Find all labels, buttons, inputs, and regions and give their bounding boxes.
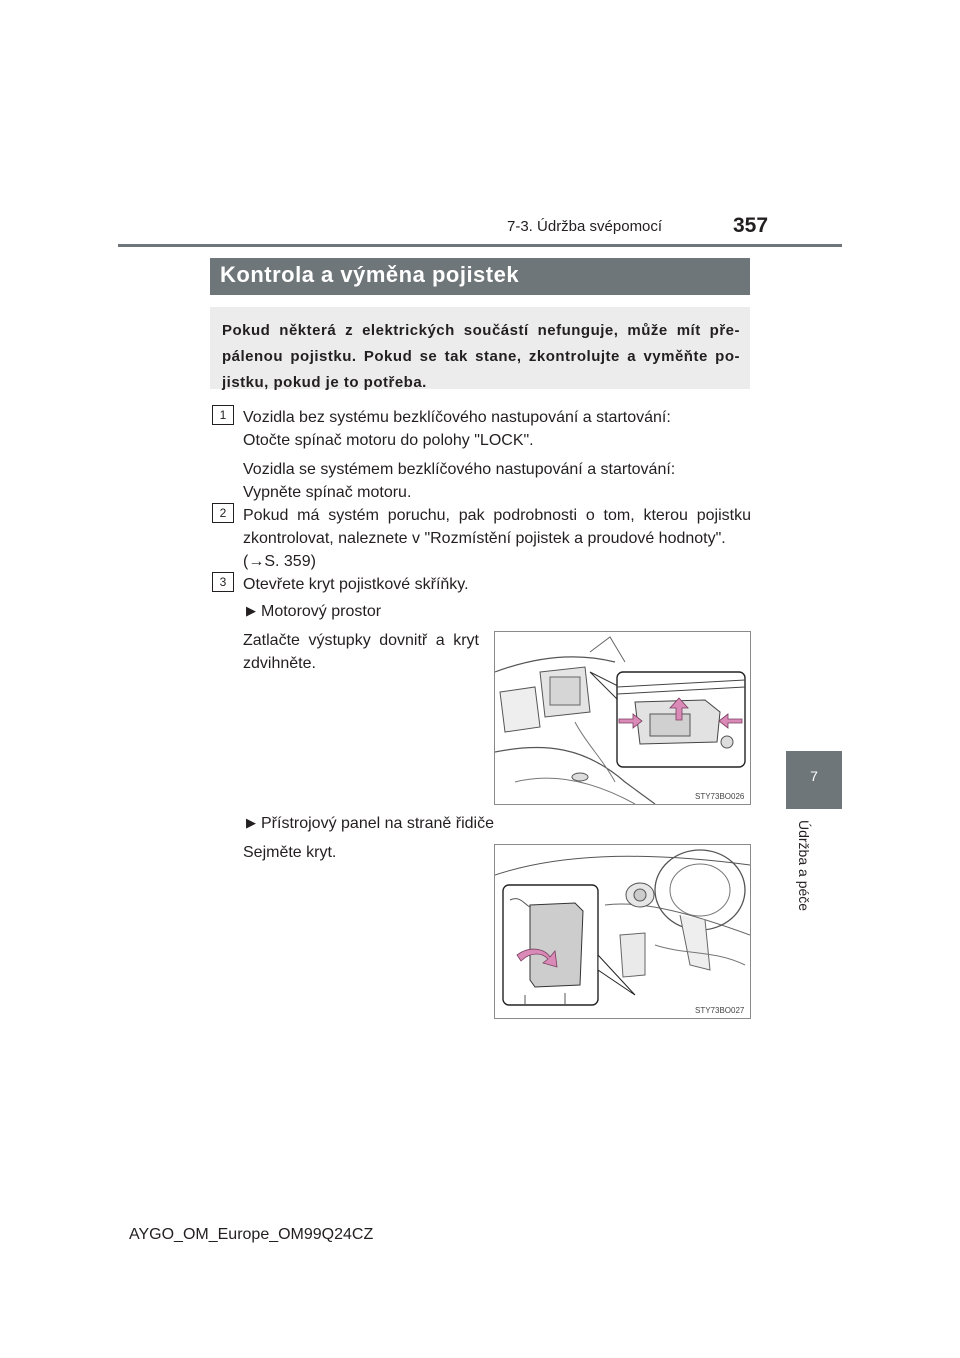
- bullet-arrow-icon: ▶: [246, 815, 256, 830]
- image-code-1: STY73BO026: [695, 792, 745, 801]
- instrument-panel-illustration: [494, 844, 751, 1019]
- step-1-line-1: Vozidla bez systému bezklíčového nastupování a startování:: [243, 409, 671, 426]
- step-3-text: Otevřete kryt pojistkové skříňky.: [243, 576, 469, 593]
- intro-text: Pokud některá z elektrických součástí nefunguje, může mít pře-pálenou pojistku. Pokud se tak stane, zkontrolujte a vyměňte po-jistku, pokud je to potřeba.: [222, 322, 740, 391]
- image-code-2: STY73BO027: [695, 1006, 745, 1015]
- instrument-panel-drawing: [495, 845, 750, 1018]
- document-footer: AYGO_OM_Europe_OM99Q24CZ: [129, 1226, 374, 1243]
- step-2-text: Pokud má systém poruchu, pak podrobnosti o tom, kterou pojistku zkontrolovat, naleznete v "Rozmístění pojistek a proudové hodnoty".: [243, 507, 751, 547]
- bullet-1-text: Zatlačte výstupky dovnitř a kryt zdvihněte.: [243, 632, 479, 672]
- step-number-3: 3: [212, 572, 234, 592]
- page-number: 357: [733, 214, 769, 237]
- chapter-tab-label: Údržba a péče: [796, 820, 812, 912]
- step-1-line-3: Vozidla se systémem bezklíčového nastupování a startování:: [243, 461, 676, 478]
- engine-fuse-box-illustration: [494, 631, 751, 805]
- step-2-reference: (→S. 359): [243, 553, 316, 570]
- chapter-tab-number: 7: [810, 768, 818, 784]
- page-title: Kontrola a výměna pojistek: [220, 262, 520, 287]
- step-number-1: 1: [212, 405, 234, 425]
- bullet-2-title: Přístrojový panel na straně řidiče: [261, 815, 494, 832]
- step-number-2: 2: [212, 503, 234, 523]
- step-1-line-2: Otočte spínač motoru do polohy "LOCK".: [243, 432, 534, 449]
- section-label: 7-3. Údržba svépomocí: [507, 218, 663, 235]
- header-rule: [118, 244, 842, 247]
- bullet-arrow-icon: ▶: [246, 603, 256, 618]
- engine-compartment-drawing: [495, 632, 750, 804]
- step-1-line-4: Vypněte spínač motoru.: [243, 484, 412, 501]
- bullet-1-title: Motorový prostor: [261, 603, 382, 620]
- bullet-2-text: Sejměte kryt.: [243, 844, 337, 861]
